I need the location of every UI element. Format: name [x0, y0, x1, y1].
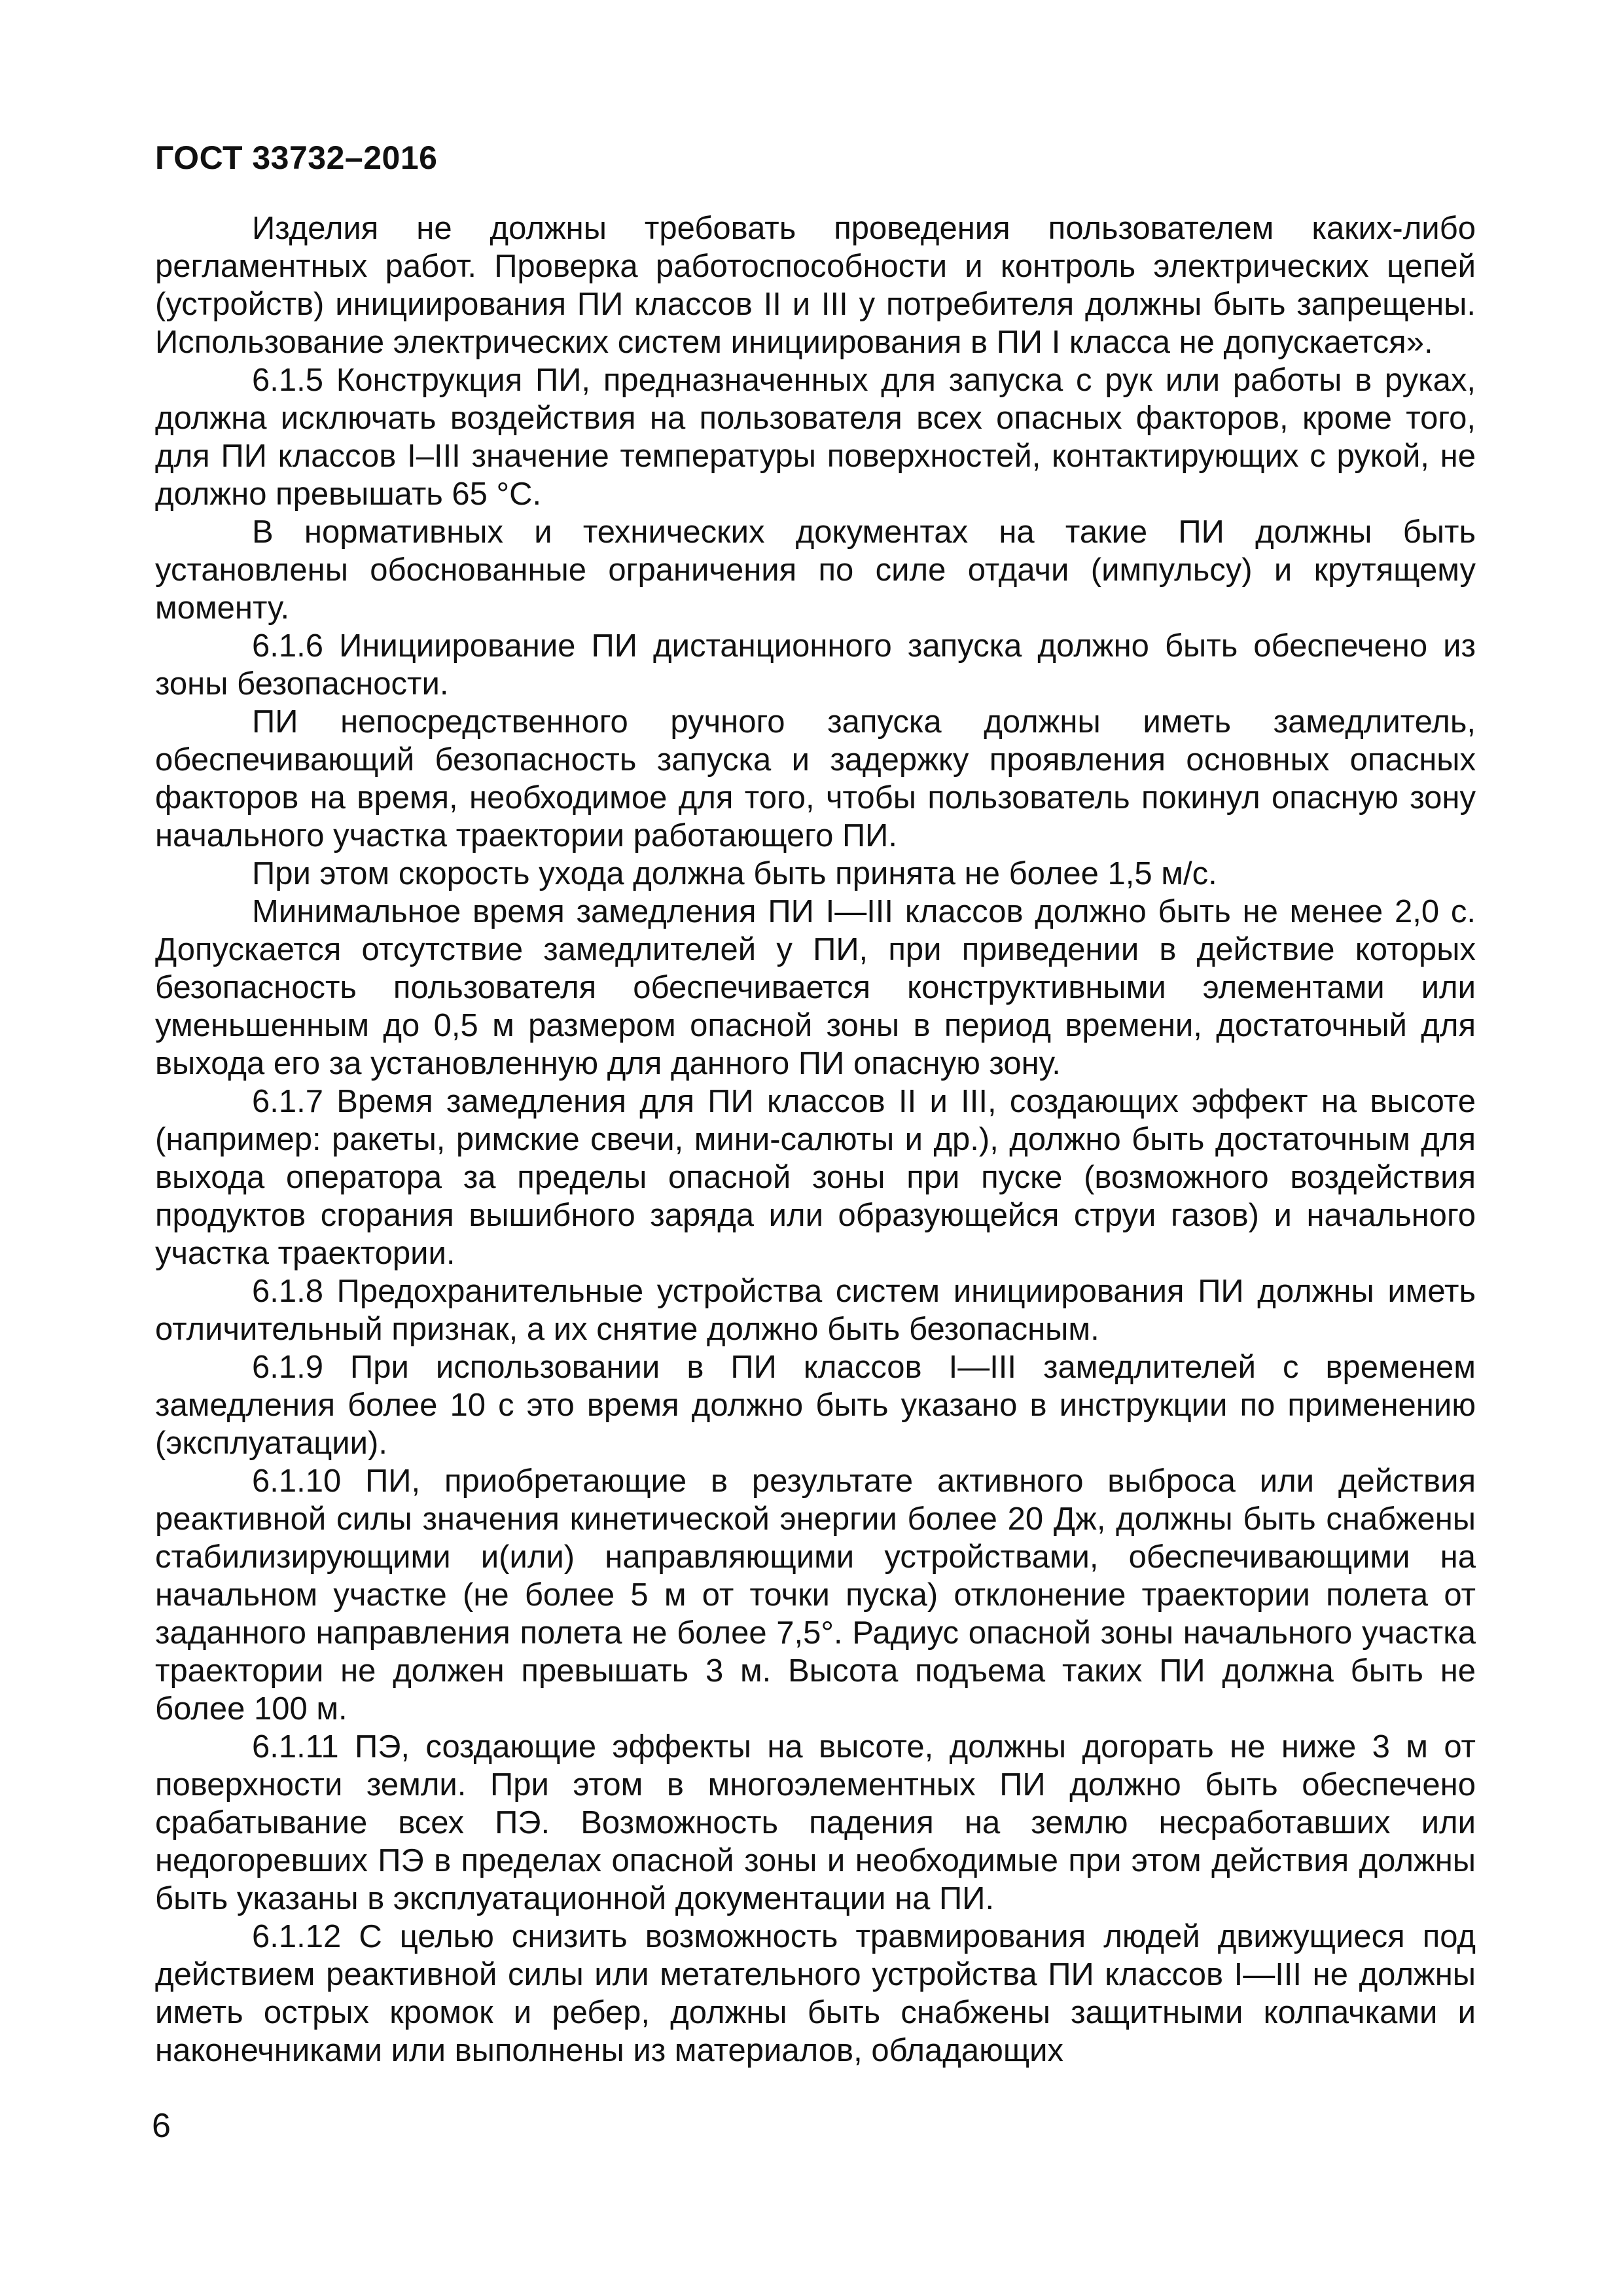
body-text — [155, 209, 1476, 2070]
paragraph: 6.1.9 При использовании в ПИ классов I—III замедлителей с временем замедления более 10 с это время должно быть указано в инструкции по применению (эксплуатации). — [155, 1350, 1476, 1461]
paragraph: 6.1.6 Инициирование ПИ дистанционного запуска должно быть обеспечено из зоны безопасности. — [155, 628, 1476, 702]
paragraph: Изделия не должны требовать проведения пользователем каких-либо регламентных работ. Проверка работоспособности и контроль электрических цепей (устройств) инициирования ПИ классов II и III у потребителя должны быть запрещены. Использование электрических систем инициирования в ПИ I класса не допускается». — [155, 211, 1476, 360]
paragraph: 6.1.10 ПИ, приобретающие в результате активного выброса или действия реактивной силы значения кинетической энергии более 20 Дж, должны быть снабжены стабилизирующими и(или) направляющими устройствами, обеспечивающими на начальном участке (не более 5 м от точки пуска) отклонение траектории полета от заданного направления полета не более 7,5°. Радиус опасной зоны начального участка траектории не должен превышать 3 м. Высота подъема таких ПИ должна быть не более 100 м. — [155, 1463, 1476, 1727]
paragraph: 6.1.12 С целью снизить возможность травмирования людей движущиеся под действием реактивной силы или метательного устройства ПИ классов I—III не должны иметь острых кромок и ребер, должны быть снабжены защитными колпачками и наконечниками или выполнены из материалов, обладающих — [155, 1919, 1476, 2068]
paragraph: ПИ непосредственного ручного запуска должны иметь замедлитель, обеспечивающий безопасность запуска и задержку проявления основных опасных факторов на время, необходимое для того, чтобы пользователь покинул опасную зону начального участка траектории работающего ПИ. — [155, 704, 1476, 853]
page-number: 6 — [152, 2107, 171, 2145]
paragraph: Минимальное время замедления ПИ I—III классов должно быть не менее 2,0 с. Допускается отсутствие замедлителей у ПИ, при приведении в действие которых безопасность пользователя обеспечивается конструктивными элементами или уменьшенным до 0,5 м размером опасной зоны в период времени, достаточный для выхода его за установленную для данного ПИ опасную зону. — [155, 894, 1476, 1081]
paragraph: При этом скорость ухода должна быть принята не более 1,5 м/с. — [252, 856, 1217, 891]
paragraph: 6.1.8 Предохранительные устройства систем инициирования ПИ должны иметь отличительный признак, а их снятие должно быть безопасным. — [155, 1274, 1476, 1347]
paragraph: 6.1.7 Время замедления для ПИ классов II и III, создающих эффект на высоте (например: ракеты, римские свечи, мини-салюты и др.), должно быть достаточным для выхода оператора за пределы опасной зоны при пуске (возможного воздействия продуктов сгорания вышибного заряда или образующейся струи газов) и начального участка траектории. — [155, 1084, 1476, 1271]
paragraph: 6.1.5 Конструкция ПИ, предназначенных для запуска с рук или работы в руках, должна исключать воздействия на пользователя всех опасных факторов, кроме того, для ПИ классов I–III значение температуры поверхностей, контактирующих с рукой, не должно превышать 65 °С. — [155, 363, 1476, 512]
paragraph: 6.1.11 ПЭ, создающие эффекты на высоте, должны догорать не ниже 3 м от поверхности земли. При этом в многоэлементных ПИ должно быть обеспечено срабатывание всех ПЭ. Возможность падения на землю несработавших или недогоревших ПЭ в пределах опасной зоны и необходимые при этом действия должны быть указаны в эксплуатационной документации на ПИ. — [155, 1729, 1476, 1916]
paragraph: В нормативных и технических документах на такие ПИ должны быть установлены обоснованные ограничения по силе отдачи (импульсу) и крутящему моменту. — [155, 514, 1476, 626]
standard-header: ГОСТ 33732–2016 — [155, 139, 438, 176]
